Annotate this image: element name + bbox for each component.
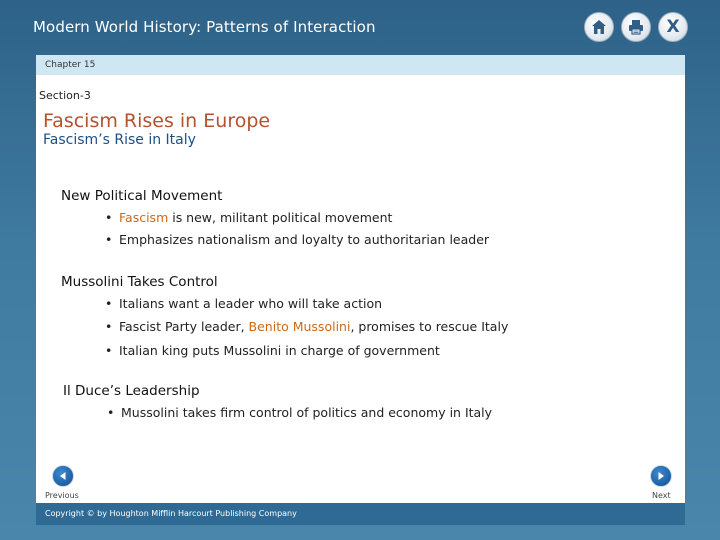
- page-title: Fascism Rises in Europe: [43, 110, 271, 132]
- highlight-term: Benito Mussolini: [248, 319, 351, 334]
- arrow-left-icon: [57, 470, 69, 482]
- heading-il-duce-leadership: Il Duce’s Leadership: [63, 383, 200, 399]
- home-icon: [590, 18, 608, 36]
- bullet-item: • Emphasizes nationalism and loyalty to authoritarian leader: [105, 232, 490, 247]
- close-button[interactable]: [658, 12, 688, 42]
- print-icon: [627, 18, 645, 36]
- next-label[interactable]: Next: [652, 491, 671, 500]
- section-label: Section-3: [39, 89, 91, 102]
- previous-label[interactable]: Previous: [45, 491, 79, 500]
- close-icon: X: [666, 17, 680, 37]
- heading-mussolini-takes-control: Mussolini Takes Control: [61, 274, 218, 290]
- arrow-right-icon: [655, 470, 667, 482]
- bullet-item: • Fascism is new, militant political movement: [105, 210, 393, 225]
- window-title: Modern World History: Patterns of Interaction: [33, 18, 376, 36]
- bullet-item: • Fascist Party leader, Benito Mussolini, promises to rescue Italy: [105, 319, 509, 334]
- home-button[interactable]: [584, 12, 614, 42]
- top-toolbar: [584, 12, 688, 42]
- highlight-term: Fascism: [119, 210, 169, 225]
- next-button[interactable]: [650, 465, 672, 487]
- chapter-label: Chapter 15: [36, 55, 685, 75]
- bullet-item: • Italian king puts Mussolini in charge of government: [105, 343, 440, 358]
- bullet-item: • Italians want a leader who will take action: [105, 296, 383, 311]
- page-subtitle: Fascism’s Rise in Italy: [43, 132, 196, 148]
- print-button[interactable]: [621, 12, 651, 42]
- previous-button[interactable]: [52, 465, 74, 487]
- slide-content: [36, 75, 685, 503]
- bullet-item: • Mussolini takes firm control of politics and economy in Italy: [107, 405, 493, 420]
- heading-new-political-movement: New Political Movement: [61, 188, 223, 204]
- copyright-footer: Copyright © by Houghton Mifflin Harcourt Publishing Company: [36, 503, 685, 525]
